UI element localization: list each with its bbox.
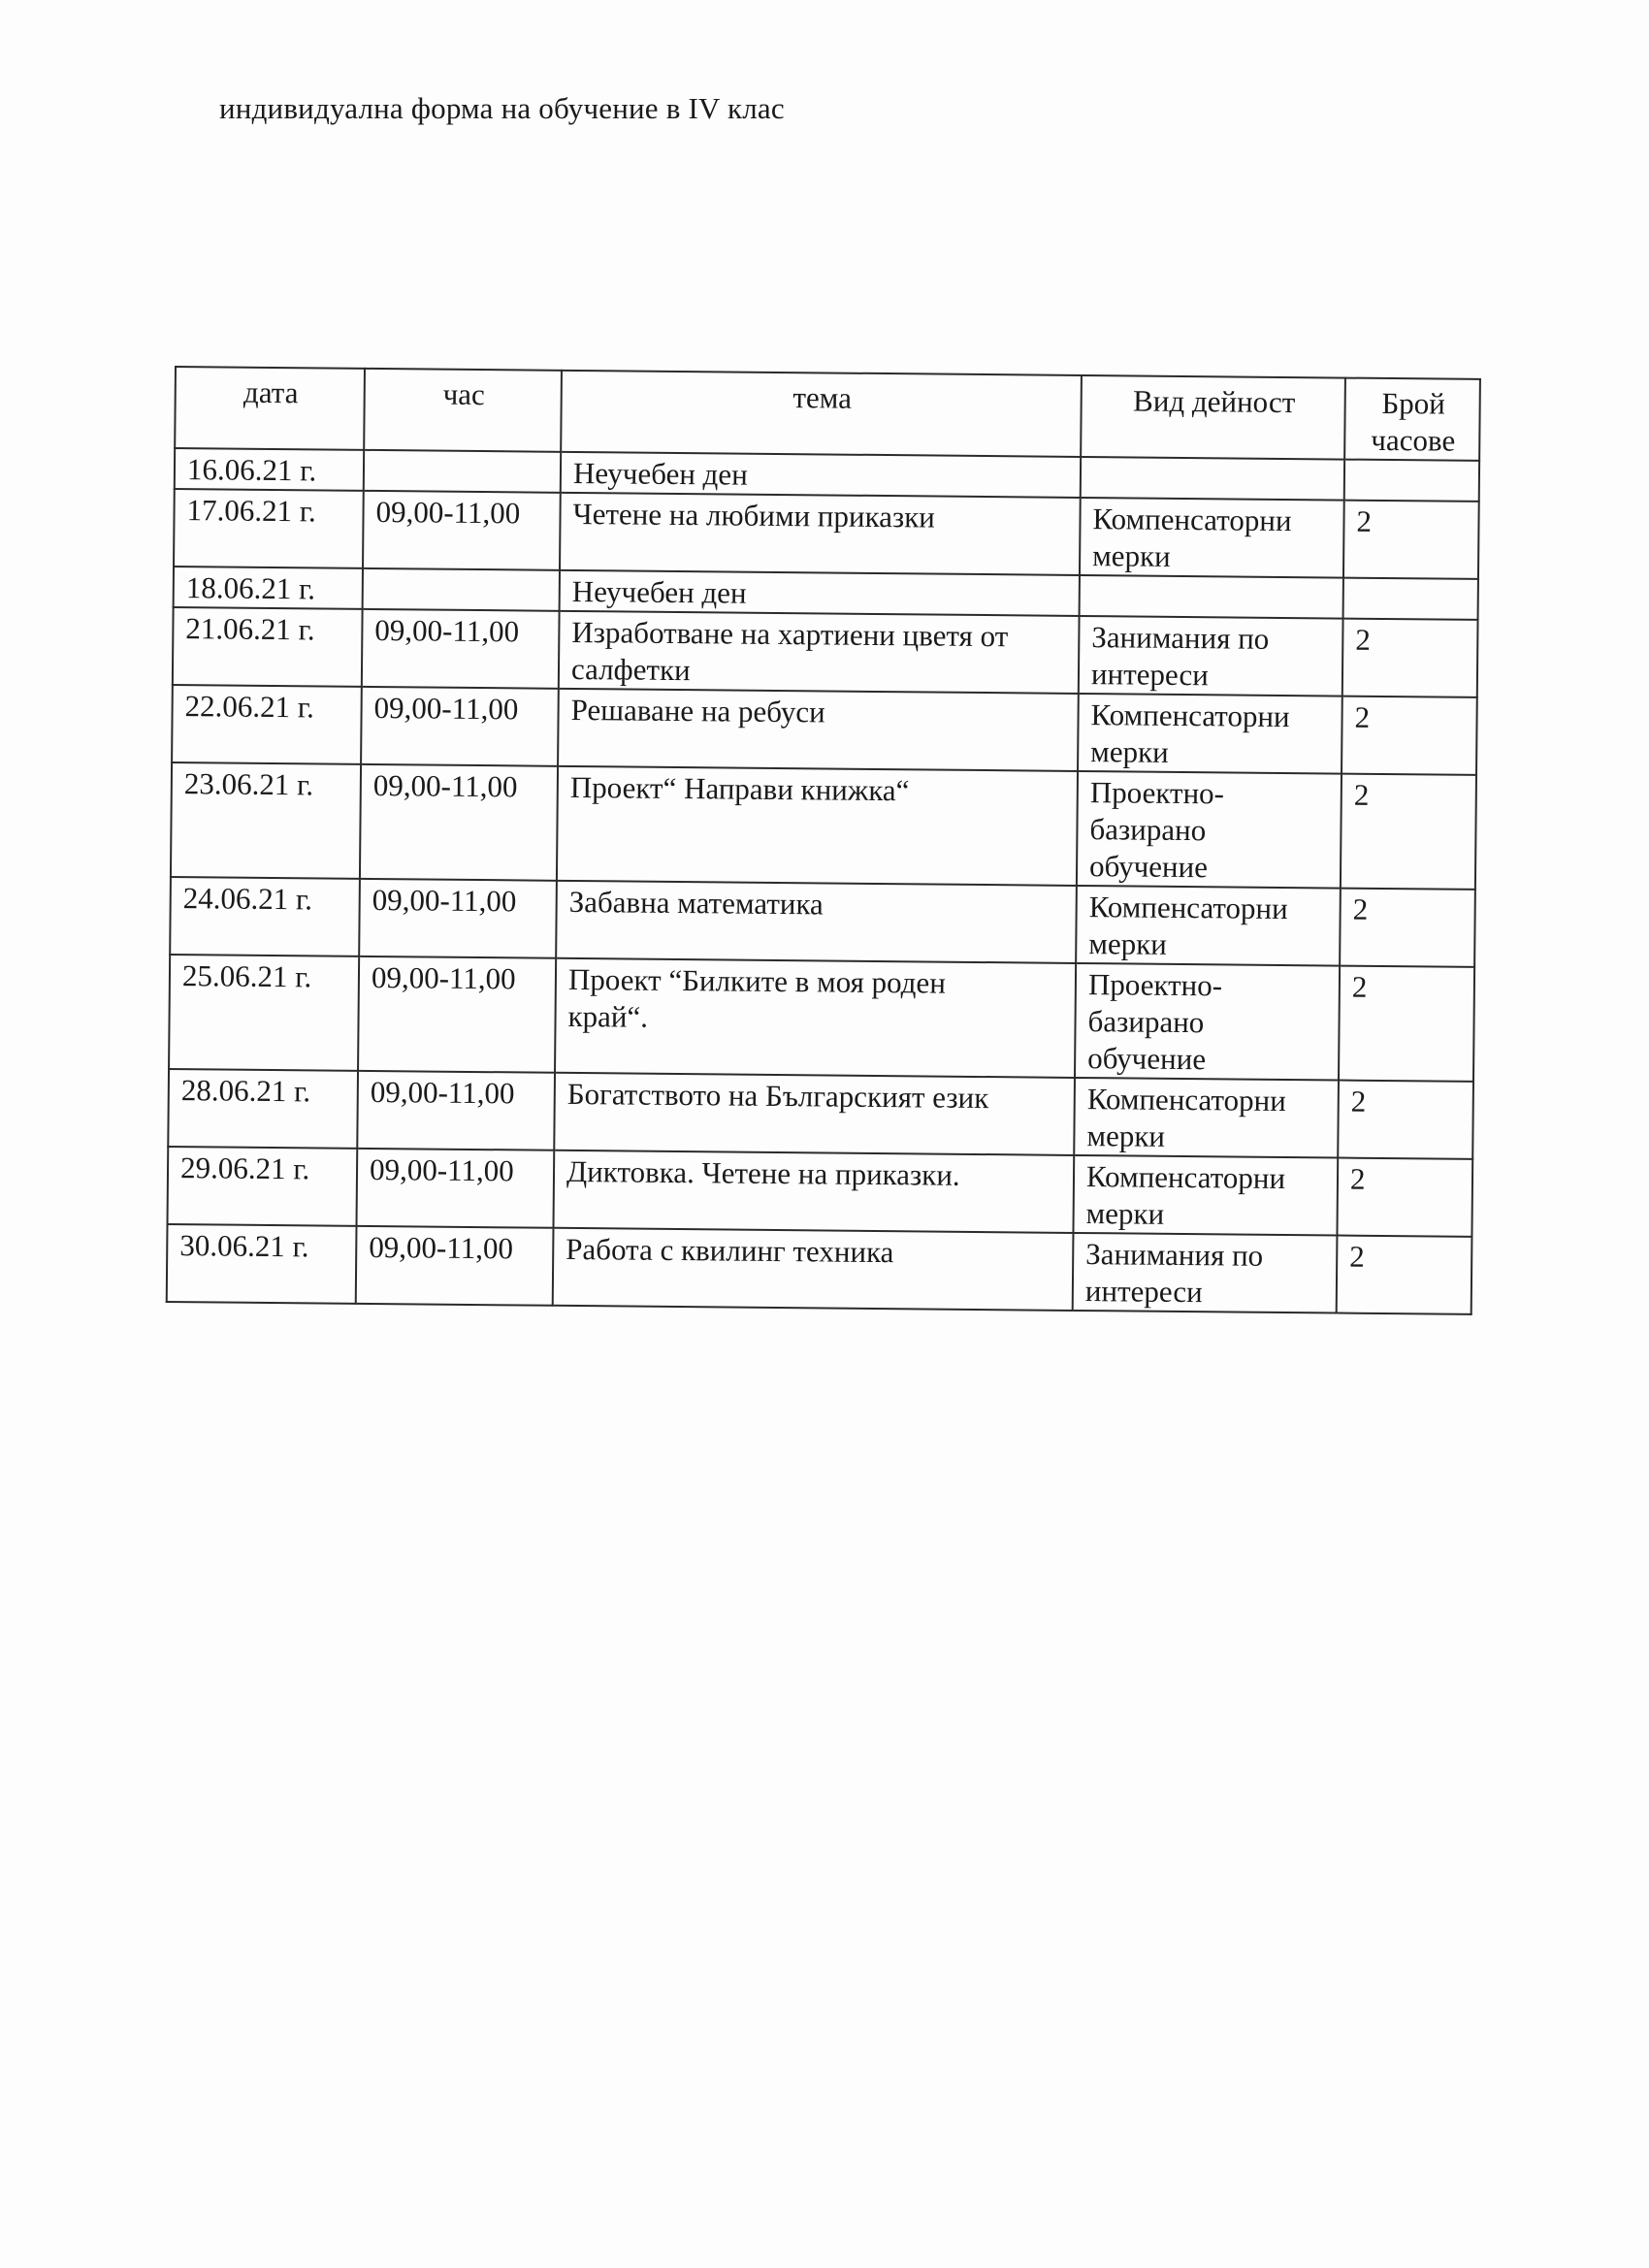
cell-date-text: 21.06.21 г.	[185, 611, 315, 647]
cell-date	[168, 1147, 358, 1226]
cell-time	[363, 491, 561, 570]
cell-time	[363, 568, 560, 611]
cell-date	[173, 607, 363, 687]
cell-topic	[559, 611, 1080, 694]
cell-activity-type-text: Компенсаторни мерки	[1085, 1159, 1286, 1231]
cell-topic	[554, 1073, 1075, 1155]
cell-topic	[555, 958, 1076, 1078]
cell-activity-type	[1080, 575, 1343, 619]
cell-date	[172, 685, 362, 764]
cell-topic-text: Работа с квилинг техника	[566, 1231, 894, 1270]
table-row	[170, 877, 1475, 967]
header-row	[175, 367, 1480, 461]
cell-topic-text: Неучебен ден	[571, 573, 747, 610]
cell-hours-text: 2	[1355, 622, 1372, 657]
cell-hours-text: 2	[1351, 969, 1368, 1004]
schedule-table-header	[175, 367, 1480, 461]
cell-time-text	[375, 571, 549, 573]
cell-hours-text: 2	[1350, 1084, 1367, 1118]
cell-hours	[1344, 460, 1479, 502]
cell-time	[360, 764, 558, 881]
cell-date-text: 24.06.21 г.	[182, 881, 313, 917]
cell-activity-type-text: Проектно- базирано обучение	[1088, 775, 1225, 885]
cell-activity-type-text: Компенсаторни мерки	[1088, 890, 1288, 961]
cell-date-text: 18.06.21 г.	[185, 570, 316, 606]
table-row	[174, 489, 1479, 579]
cell-hours	[1337, 1158, 1472, 1237]
table-row	[172, 685, 1477, 775]
cell-activity-type	[1081, 457, 1344, 501]
cell-topic-text: Проект“ Направи книжка“	[569, 769, 910, 808]
cell-topic-text: Изработване на хартиени цветя от салфетки	[570, 614, 1009, 688]
cell-date-text: 17.06.21 г.	[186, 493, 316, 529]
cell-date	[168, 1069, 358, 1149]
cell-topic	[560, 570, 1080, 616]
cell-topic	[557, 766, 1078, 886]
schedule-table-body	[167, 448, 1479, 1314]
cell-activity-type	[1075, 963, 1340, 1081]
schedule-table	[166, 366, 1481, 1315]
cell-time	[362, 609, 560, 689]
cell-time	[359, 879, 557, 958]
table-row	[167, 1224, 1472, 1314]
cell-topic	[558, 689, 1079, 771]
cell-topic-text: Богатството на Българският език	[566, 1076, 989, 1116]
cell-hours-text: 2	[1352, 891, 1369, 926]
cell-activity-type-text	[1093, 460, 1334, 462]
cell-hours	[1341, 774, 1476, 890]
cell-hours-text: 2	[1349, 1161, 1366, 1196]
cell-time	[357, 1071, 555, 1150]
cell-time-text: 09,00-11,00	[370, 1074, 515, 1111]
cell-date-text: 23.06.21 г.	[183, 766, 314, 802]
cell-topic-text: Проект “Билките в моя роден край“.	[567, 961, 947, 1034]
cell-activity-type-text: Компенсаторни мерки	[1086, 1082, 1286, 1153]
cell-date-text: 16.06.21 г.	[186, 452, 317, 488]
cell-topic	[553, 1228, 1074, 1311]
table-row	[173, 607, 1478, 697]
cell-hours	[1338, 1081, 1473, 1159]
header-date: дата	[175, 367, 365, 450]
cell-hours-text: 2	[1356, 503, 1373, 538]
cell-activity-type	[1080, 498, 1344, 578]
cell-date-text: 30.06.21 г.	[179, 1228, 309, 1264]
cell-time-text: 09,00-11,00	[372, 767, 518, 804]
cell-activity-type	[1073, 1233, 1338, 1313]
header-activity-type: Вид дейност	[1081, 375, 1345, 460]
cell-hours	[1337, 1236, 1472, 1314]
cell-date-text: 29.06.21 г.	[179, 1150, 310, 1186]
cell-hours	[1340, 889, 1475, 967]
cell-activity-type-text: Занимания по интереси	[1090, 620, 1270, 693]
cell-hours	[1339, 966, 1474, 1082]
cell-time-text: 09,00-11,00	[372, 882, 517, 919]
cell-hours-text	[1356, 581, 1468, 582]
table-row	[169, 955, 1474, 1082]
cell-topic-text: Неучебен ден	[572, 455, 748, 492]
cell-hours	[1343, 578, 1478, 620]
cell-hours-text: 2	[1349, 1239, 1365, 1274]
cell-hours	[1342, 697, 1477, 775]
table-row	[168, 1069, 1473, 1159]
header-topic: тема	[561, 371, 1082, 457]
table-row	[171, 762, 1476, 890]
cell-date-text: 22.06.21 г.	[184, 689, 315, 725]
cell-activity-type	[1078, 694, 1342, 774]
cell-activity-type-text	[1092, 578, 1333, 580]
cell-activity-type-text: Компенсаторни мерки	[1091, 502, 1292, 573]
document-heading: индивидуална форма на обучение в IV клас	[219, 91, 785, 125]
table-row	[168, 1147, 1473, 1237]
cell-hours-text: 2	[1354, 699, 1371, 734]
cell-time-text	[376, 453, 550, 455]
cell-activity-type	[1079, 616, 1343, 697]
cell-date-text: 28.06.21 г.	[180, 1073, 311, 1109]
header-hours: Брой часове	[1344, 378, 1480, 461]
cell-topic	[560, 493, 1081, 575]
cell-activity-type-text: Проектно- базирано обучение	[1087, 967, 1223, 1077]
cell-hours-text: 2	[1353, 777, 1370, 812]
cell-topic	[561, 452, 1081, 498]
cell-activity-type-text: Компенсаторни мерки	[1090, 697, 1290, 769]
cell-date	[174, 489, 364, 568]
cell-activity-type	[1074, 1078, 1339, 1158]
cell-time-text: 09,00-11,00	[375, 495, 521, 531]
cell-topic-text: Четене на любими приказки	[572, 496, 936, 535]
cell-time	[361, 687, 559, 766]
cell-topic	[556, 881, 1077, 963]
cell-date	[175, 448, 364, 491]
cell-time	[356, 1226, 554, 1306]
cell-time-text: 09,00-11,00	[369, 1151, 514, 1188]
cell-hours	[1343, 501, 1479, 579]
header-time: час	[364, 369, 562, 452]
cell-time	[356, 1149, 554, 1228]
cell-date	[167, 1224, 357, 1304]
cell-date	[171, 762, 361, 879]
cell-topic-text: Решаване на ребуси	[570, 692, 825, 729]
cell-date-text: 25.06.21 г.	[181, 958, 312, 994]
cell-activity-type	[1073, 1155, 1338, 1236]
cell-time-text: 09,00-11,00	[371, 959, 516, 996]
cell-topic-text: Забавна математика	[568, 884, 824, 922]
cell-date	[174, 567, 363, 609]
cell-time-text: 09,00-11,00	[373, 690, 519, 727]
cell-time	[358, 956, 556, 1073]
cell-hours-text	[1357, 463, 1469, 464]
cell-activity-type	[1076, 886, 1341, 966]
cell-date	[170, 877, 360, 956]
cell-hours	[1342, 619, 1478, 697]
cell-activity-type	[1077, 771, 1342, 889]
cell-time-text: 09,00-11,00	[369, 1229, 514, 1266]
cell-time	[364, 450, 561, 493]
cell-activity-type-text: Занимания по интереси	[1084, 1237, 1264, 1310]
cell-topic	[553, 1150, 1074, 1233]
cell-date	[169, 955, 359, 1071]
cell-topic-text: Диктовка. Четене на приказки.	[566, 1153, 960, 1192]
cell-time-text: 09,00-11,00	[374, 612, 520, 649]
